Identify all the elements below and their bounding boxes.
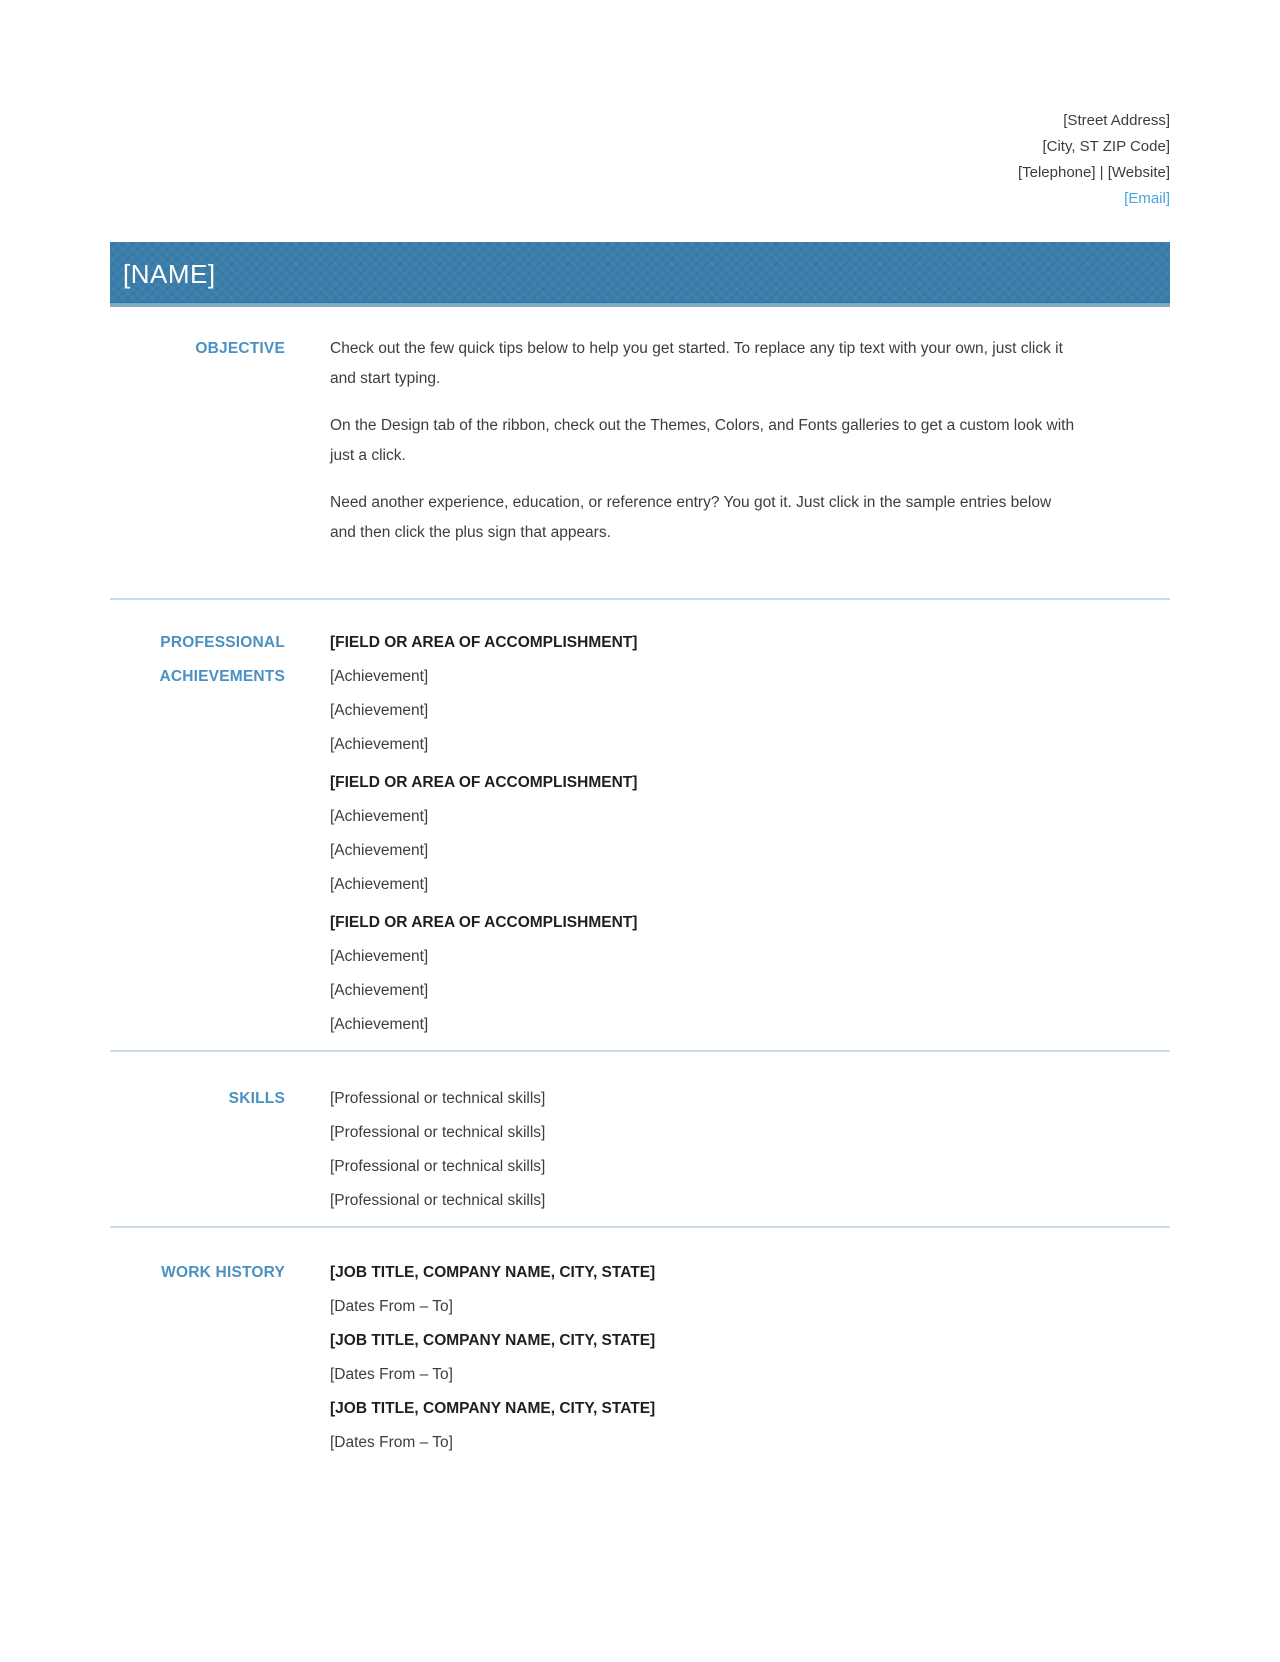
dates-placeholder[interactable]: [Dates From – To]	[330, 1298, 453, 1315]
job-title-placeholder[interactable]: [JOB TITLE, COMPANY NAME, CITY, STATE]	[330, 1264, 656, 1281]
objective-tip-paragraph[interactable]: On the Design tab of the ribbon, check out the Themes, Colors, and Fonts galleries to get a custom look with just a click.	[330, 417, 1075, 464]
section-objective	[110, 334, 1170, 598]
name-placeholder[interactable]: [NAME]	[123, 259, 216, 289]
contact-street-placeholder[interactable]: [Street Address]	[1063, 112, 1170, 129]
achievement-placeholder[interactable]: [Achievement]	[330, 808, 429, 825]
section-skills	[110, 1050, 1170, 1226]
achievement-group	[330, 766, 1075, 902]
contact-email-link[interactable]: [Email]	[1124, 190, 1170, 207]
skill-placeholder[interactable]: [Professional or technical skills]	[330, 1192, 546, 1209]
achievement-placeholder[interactable]: [Achievement]	[330, 702, 429, 719]
achievement-placeholder[interactable]: [Achievement]	[330, 668, 429, 685]
skill-placeholder[interactable]: [Professional or technical skills]	[330, 1158, 546, 1175]
work-history-entry	[330, 1324, 1075, 1392]
work-history-content	[330, 1256, 1075, 1460]
achievement-placeholder[interactable]: [Achievement]	[330, 736, 429, 753]
achievements-label-line1: PROFESSIONAL	[160, 634, 285, 651]
dates-placeholder[interactable]: [Dates From – To]	[330, 1366, 453, 1383]
objective-section-label: OBJECTIVE	[195, 340, 285, 357]
work-history-section-label: WORK HISTORY	[161, 1264, 285, 1281]
contact-block	[110, 0, 1170, 212]
contact-city-placeholder[interactable]: [City, ST ZIP Code]	[1042, 138, 1170, 155]
work-history-entry	[330, 1256, 1075, 1324]
section-work-history	[110, 1226, 1170, 1480]
contact-phone-website-placeholder[interactable]: [Telephone] | [Website]	[1017, 164, 1170, 181]
objective-tip-paragraph[interactable]: Check out the few quick tips below to help you get started. To replace any tip text with your own, just click it and start typing.	[330, 340, 1063, 387]
name-banner[interactable]	[110, 242, 1170, 307]
achievement-placeholder[interactable]: [Achievement]	[330, 948, 429, 965]
field-of-accomplishment-placeholder[interactable]: [FIELD OR AREA OF ACCOMPLISHMENT]	[330, 774, 638, 791]
achievement-placeholder[interactable]: [Achievement]	[330, 1016, 429, 1033]
objective-content	[330, 334, 1075, 548]
achievements-label-line2: ACHIEVEMENTS	[159, 668, 285, 685]
achievement-placeholder[interactable]: [Achievement]	[330, 842, 429, 859]
achievement-group	[330, 626, 1075, 762]
skill-placeholder[interactable]: [Professional or technical skills]	[330, 1124, 546, 1141]
achievement-placeholder[interactable]: [Achievement]	[330, 876, 429, 893]
section-professional-achievements	[110, 598, 1170, 1050]
objective-tip-paragraph[interactable]: Need another experience, education, or reference entry? You got it. Just click in the sample entries below and then click the plus sign that appears.	[330, 494, 1052, 541]
dates-placeholder[interactable]: [Dates From – To]	[330, 1434, 453, 1451]
achievement-placeholder[interactable]: [Achievement]	[330, 982, 429, 999]
skills-section-label: SKILLS	[228, 1090, 285, 1107]
job-title-placeholder[interactable]: [JOB TITLE, COMPANY NAME, CITY, STATE]	[330, 1400, 656, 1417]
field-of-accomplishment-placeholder[interactable]: [FIELD OR AREA OF ACCOMPLISHMENT]	[330, 634, 638, 651]
achievement-group	[330, 906, 1075, 1042]
skill-placeholder[interactable]: [Professional or technical skills]	[330, 1090, 546, 1107]
achievements-section-label	[110, 626, 285, 1042]
field-of-accomplishment-placeholder[interactable]: [FIELD OR AREA OF ACCOMPLISHMENT]	[330, 914, 638, 931]
work-history-entry	[330, 1392, 1075, 1460]
job-title-placeholder[interactable]: [JOB TITLE, COMPANY NAME, CITY, STATE]	[330, 1332, 656, 1349]
achievements-content	[330, 626, 1075, 1042]
skills-content	[330, 1082, 1075, 1218]
